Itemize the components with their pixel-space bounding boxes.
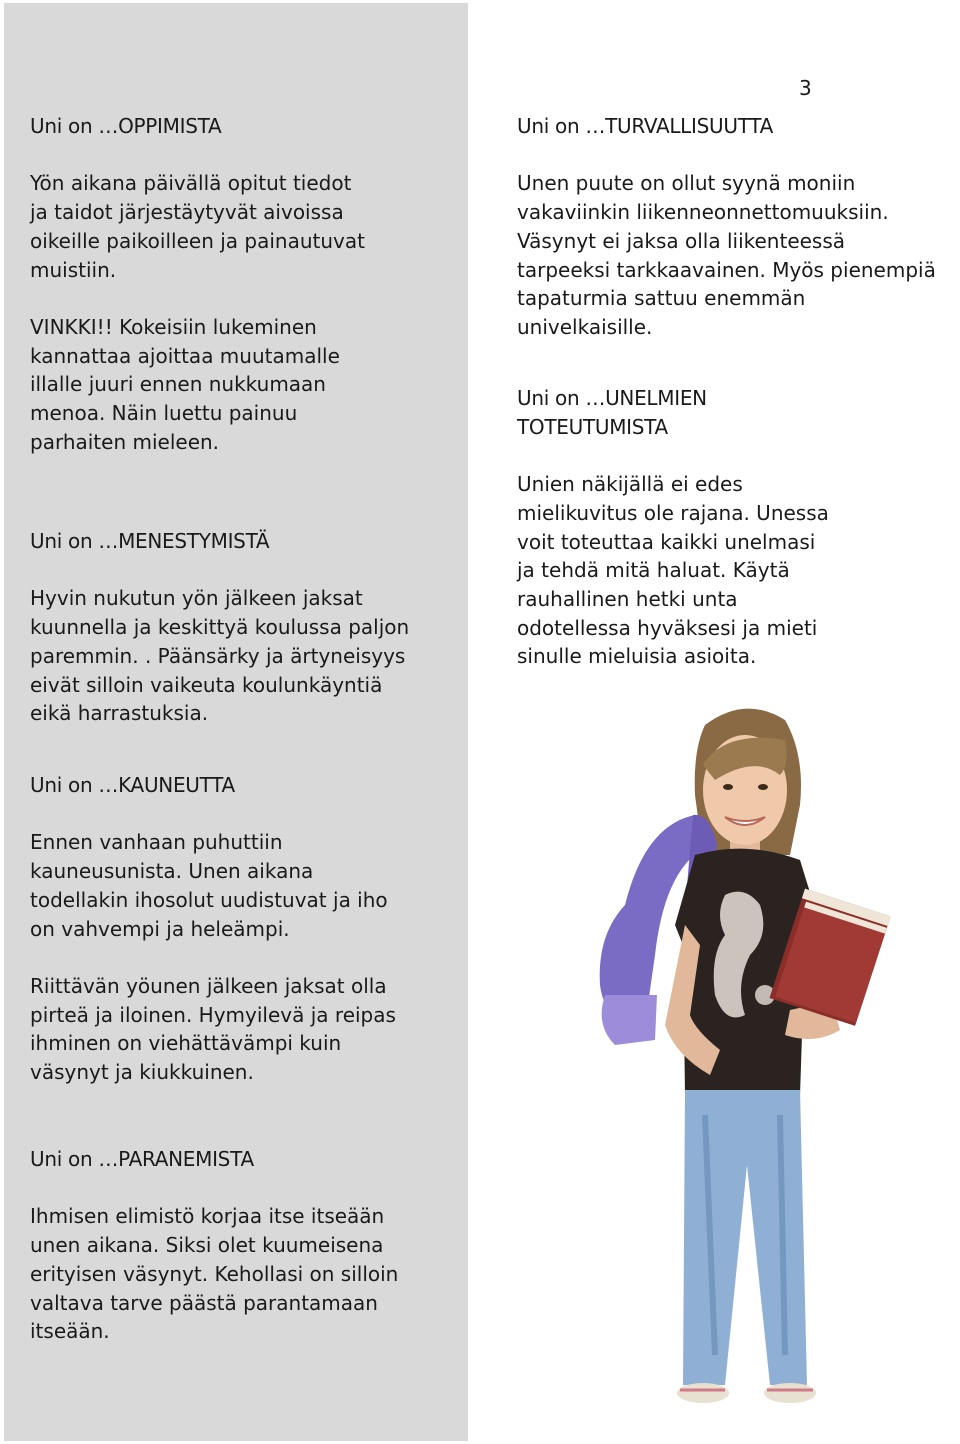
section-heading: Uni on …KAUNEUTTA	[30, 773, 235, 797]
section-unelmien	[517, 384, 957, 671]
section-paragraph: Ennen vanhaan puhuttiin kauneusunista. Unen aikana todellakin ihosolut uudistuvat ja iho on vahvempi ja heleämpi.	[30, 830, 388, 941]
section-heading: Uni on …OPPIMISTA	[30, 114, 222, 138]
section-paragraph: Riittävän yöunen jälkeen jaksat olla pirteä ja iloinen. Hymyilevä ja reipas ihminen on viehättävämpi kuin väsynyt ja kiukkuinen.	[30, 973, 396, 1084]
section-paragraph: Ihmisen elimistö korjaa itse itseään unen aikana. Siksi olet kuumeisena erityisen väsynyt. Kehollasi on silloin valtava tarve päästä parantamaan itseään.	[30, 1204, 399, 1344]
page-number: 3	[799, 76, 812, 100]
section-paragraph: Unien näkijällä ei edes mielikuvitus ole rajana. Unessa voit toteuttaa kaikki unelmasi ja tehdä mitä haluat. Käytä rauhallinen hetki unta odotellessa hyväksesi ja mieti sinulle mieluisia asioita.	[517, 472, 829, 669]
section-paragraph: Hyvin nukutun yön jälkeen jaksat kuunnella ja keskittyä koulussa paljon paremmin. . Päänsärky ja ärtyneisyys eivät silloin vaikeuta koulunkäyntiä eikä harrastuksia.	[30, 586, 410, 726]
section-heading: Uni on …TURVALLISUUTTA	[517, 114, 774, 138]
girl-with-books-image	[585, 695, 895, 1415]
section-paranemista	[30, 1145, 460, 1346]
section-oppimista	[30, 112, 460, 456]
section-heading: Uni on …UNELMIEN TOTEUTUMISTA	[517, 386, 707, 439]
section-paragraph: Unen puute on ollut syynä moniin vakaviinkin liikenneonnettomuuksiin. Väsynyt ei jaksa olla liikenteessä tarpeeksi tarkkaavainen. Myös pienempiä tapaturmia sattuu enemmän univelkaisille.	[517, 171, 936, 339]
tip-paragraph: VINKKI!! Kokeisiin lukeminen kannattaa ajoittaa muutamalle illalle juuri ennen nukkumaan menoa. Näin luettu painuu parhaiten mieleen.	[30, 314, 340, 454]
section-menestymista	[30, 527, 460, 728]
section-turvallisuutta	[517, 112, 957, 342]
section-paragraph: Yön aikana päivällä opitut tiedot ja taidot järjestäytyvät aivoissa oikeille paikoilleen ja painautuvat muistiin.	[30, 171, 365, 282]
section-kauneutta	[30, 771, 460, 1087]
section-heading: Uni on …PARANEMISTA	[30, 1147, 254, 1171]
section-heading: Uni on …MENESTYMISTÄ	[30, 529, 270, 553]
